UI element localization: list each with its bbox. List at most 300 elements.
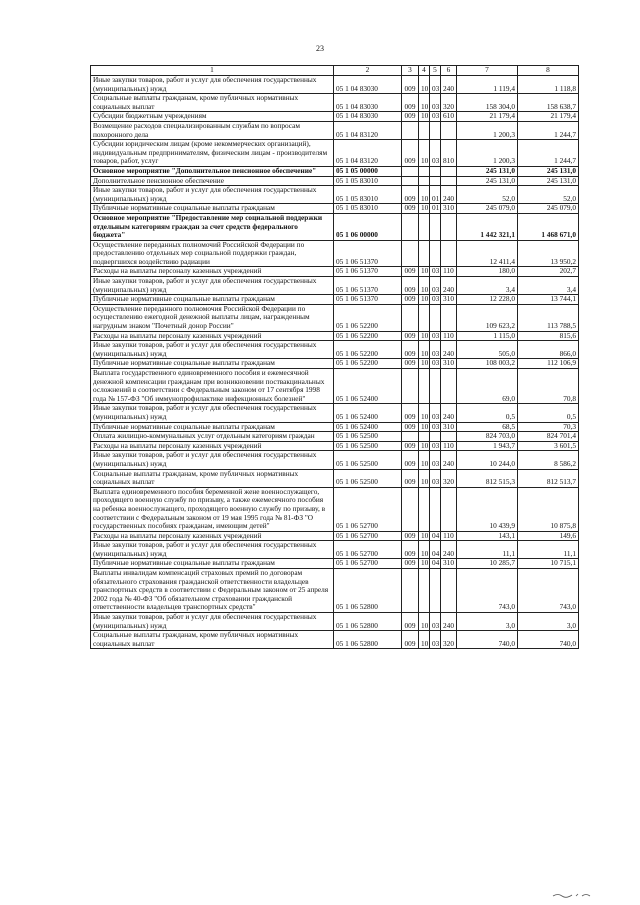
expense-type-cell: 240 bbox=[441, 404, 457, 422]
row-name-cell: Расходы на выплаты персоналу казенных учреждений bbox=[91, 331, 334, 341]
subsection-cell: 04 bbox=[430, 541, 441, 559]
table-row bbox=[91, 569, 579, 613]
expense-type-cell: 240 bbox=[441, 76, 457, 94]
row-name-cell: Выплата единовременного пособия беременной жене военнослужащего, проходящего военную службу по призыву, а также ежемесячного пособия на ребенка военнослужащего, проходящего военную службу по призыву, в соответствии с Федеральным законом от 19 мая 1995 года № 81-ФЗ "О государственных пособиях гражданам, имеющим детей" bbox=[91, 487, 334, 531]
subsection-cell: 03 bbox=[430, 94, 441, 112]
subsection-cell: 03 bbox=[430, 422, 441, 432]
grbs-cell: 009 bbox=[402, 140, 419, 167]
grbs-cell: 009 bbox=[402, 531, 419, 541]
target-article-cell: 05 1 06 51370 bbox=[334, 277, 402, 295]
amount-year1-cell: 10 439,9 bbox=[457, 487, 518, 531]
target-article-cell: 05 1 06 52500 bbox=[334, 451, 402, 469]
grbs-cell: 009 bbox=[402, 559, 419, 569]
row-name-cell: Расходы на выплаты персоналу казенных учреждений bbox=[91, 441, 334, 451]
amount-year2-cell: 740,0 bbox=[518, 631, 579, 649]
header-cell: 5 bbox=[430, 66, 441, 76]
amount-year1-cell: 68,5 bbox=[457, 422, 518, 432]
grbs-cell: 009 bbox=[402, 277, 419, 295]
grbs-cell: 009 bbox=[402, 631, 419, 649]
row-name-cell: Основное мероприятие "Предоставление мер социальной поддержки отдельным категориям граждан за счет средств федерального бюджета" bbox=[91, 213, 334, 240]
table-row bbox=[91, 422, 579, 432]
row-name-cell: Субсидии бюджетным учреждениям bbox=[91, 112, 334, 122]
section-cell: 10 bbox=[419, 541, 430, 559]
target-article-cell: 05 1 06 52700 bbox=[334, 531, 402, 541]
expense-type-cell: 240 bbox=[441, 341, 457, 359]
expense-type-cell: 240 bbox=[441, 186, 457, 204]
target-article-cell: 05 1 06 51370 bbox=[334, 240, 402, 267]
table-row bbox=[91, 359, 579, 369]
section-cell bbox=[419, 304, 430, 331]
target-article-cell: 05 1 05 00000 bbox=[334, 166, 402, 176]
amount-year2-cell: 112 106,9 bbox=[518, 359, 579, 369]
expense-type-cell: 110 bbox=[441, 267, 457, 277]
subsection-cell bbox=[430, 487, 441, 531]
subsection-cell: 03 bbox=[430, 76, 441, 94]
amount-year1-cell: 245 131,0 bbox=[457, 176, 518, 186]
expense-type-cell: 110 bbox=[441, 531, 457, 541]
section-cell bbox=[419, 121, 430, 139]
amount-year2-cell: 743,0 bbox=[518, 569, 579, 613]
row-name-cell: Осуществление переданных полномочий Российской Федерации по предоставлению отдельных мер социальной поддержки граждан, подвергшихся воздействию радиации bbox=[91, 240, 334, 267]
amount-year2-cell: 11,1 bbox=[518, 541, 579, 559]
subsection-cell: 03 bbox=[430, 469, 441, 487]
section-cell: 10 bbox=[419, 469, 430, 487]
amount-year1-cell: 743,0 bbox=[457, 569, 518, 613]
grbs-cell: 009 bbox=[402, 94, 419, 112]
amount-year2-cell: 1 118,8 bbox=[518, 76, 579, 94]
expense-type-cell: 320 bbox=[441, 469, 457, 487]
table-row bbox=[91, 112, 579, 122]
target-article-cell: 05 1 06 52200 bbox=[334, 331, 402, 341]
subsection-cell: 03 bbox=[430, 359, 441, 369]
amount-year1-cell: 824 703,0 bbox=[457, 432, 518, 442]
subsection-cell bbox=[430, 121, 441, 139]
row-name-cell: Иные закупки товаров, работ и услуг для обеспечения государственных (муниципальных) нужд bbox=[91, 404, 334, 422]
table-row bbox=[91, 240, 579, 267]
table-row bbox=[91, 469, 579, 487]
amount-year1-cell: 812 515,3 bbox=[457, 469, 518, 487]
expense-type-cell: 240 bbox=[441, 277, 457, 295]
target-article-cell: 05 1 06 51370 bbox=[334, 267, 402, 277]
section-cell: 10 bbox=[419, 140, 430, 167]
grbs-cell: 009 bbox=[402, 204, 419, 214]
section-cell: 10 bbox=[419, 531, 430, 541]
target-article-cell: 05 1 06 52800 bbox=[334, 613, 402, 631]
expense-type-cell: 320 bbox=[441, 94, 457, 112]
expense-type-cell bbox=[441, 121, 457, 139]
table-row bbox=[91, 166, 579, 176]
row-name-cell: Субсидии юридическим лицам (кроме некоммерческих организаций), индивидуальным предпринимателям, физическим лицам - производителям товаров, работ, услуг bbox=[91, 140, 334, 167]
amount-year1-cell: 1 200,3 bbox=[457, 121, 518, 139]
header-cell: 2 bbox=[334, 66, 402, 76]
section-cell bbox=[419, 240, 430, 267]
grbs-cell: 009 bbox=[402, 112, 419, 122]
section-cell: 10 bbox=[419, 451, 430, 469]
row-name-cell: Дополнительное пенсионное обеспечение bbox=[91, 176, 334, 186]
amount-year1-cell: 143,1 bbox=[457, 531, 518, 541]
amount-year1-cell: 1 115,0 bbox=[457, 331, 518, 341]
subsection-cell: 03 bbox=[430, 441, 441, 451]
subsection-cell: 03 bbox=[430, 140, 441, 167]
target-article-cell: 05 1 04 83030 bbox=[334, 112, 402, 122]
table-row bbox=[91, 369, 579, 404]
section-cell: 10 bbox=[419, 331, 430, 341]
row-name-cell: Расходы на выплаты персоналу казенных учреждений bbox=[91, 531, 334, 541]
target-article-cell: 05 1 06 52500 bbox=[334, 469, 402, 487]
table-row bbox=[91, 559, 579, 569]
row-name-cell: Выплаты инвалидам компенсаций страховых премий по договорам обязательного страхования гражданской ответственности владельцев транспортных средств в соответствии с Федеральным законом от 25 апреля 2002 года № 40-ФЗ "Об обязательном страховании гражданской ответственности владельцев транспортных средств" bbox=[91, 569, 334, 613]
target-article-cell: 05 1 06 52200 bbox=[334, 341, 402, 359]
amount-year1-cell: 12 411,4 bbox=[457, 240, 518, 267]
grbs-cell bbox=[402, 176, 419, 186]
amount-year1-cell: 1 200,3 bbox=[457, 140, 518, 167]
grbs-cell bbox=[402, 487, 419, 531]
table-row bbox=[91, 176, 579, 186]
expense-type-cell: 310 bbox=[441, 559, 457, 569]
subsection-cell bbox=[430, 569, 441, 613]
table-row bbox=[91, 186, 579, 204]
subsection-cell: 04 bbox=[430, 559, 441, 569]
amount-year1-cell: 505,0 bbox=[457, 341, 518, 359]
section-cell: 10 bbox=[419, 359, 430, 369]
amount-year1-cell: 245 131,0 bbox=[457, 166, 518, 176]
row-name-cell: Выплата государственного единовременного пособия и ежемесячной денежной компенсации гражданам при возникновении поствакцинальных осложнений в соответствии с Федеральным законом от 17 сентября 1998 года № 157-ФЗ "Об иммунопрофилактике инфекционных болезней" bbox=[91, 369, 334, 404]
grbs-cell bbox=[402, 304, 419, 331]
budget-table bbox=[90, 65, 579, 649]
table-row bbox=[91, 94, 579, 112]
amount-year1-cell: 52,0 bbox=[457, 186, 518, 204]
section-cell: 10 bbox=[419, 186, 430, 204]
expense-type-cell bbox=[441, 213, 457, 240]
amount-year2-cell: 3,4 bbox=[518, 277, 579, 295]
table-body bbox=[91, 76, 579, 649]
amount-year2-cell: 70,8 bbox=[518, 369, 579, 404]
section-cell bbox=[419, 213, 430, 240]
amount-year2-cell: 13 950,2 bbox=[518, 240, 579, 267]
amount-year1-cell: 1 943,7 bbox=[457, 441, 518, 451]
section-cell bbox=[419, 176, 430, 186]
expense-type-cell bbox=[441, 432, 457, 442]
expense-type-cell: 320 bbox=[441, 631, 457, 649]
target-article-cell: 05 1 04 83120 bbox=[334, 121, 402, 139]
subsection-cell: 01 bbox=[430, 204, 441, 214]
expense-type-cell: 310 bbox=[441, 204, 457, 214]
section-cell: 10 bbox=[419, 341, 430, 359]
amount-year2-cell: 1 244,7 bbox=[518, 121, 579, 139]
table-row bbox=[91, 204, 579, 214]
expense-type-cell: 240 bbox=[441, 451, 457, 469]
amount-year1-cell: 0,5 bbox=[457, 404, 518, 422]
grbs-cell: 009 bbox=[402, 341, 419, 359]
expense-type-cell bbox=[441, 176, 457, 186]
subsection-cell bbox=[430, 240, 441, 267]
amount-year2-cell: 10 875,8 bbox=[518, 487, 579, 531]
table-row bbox=[91, 331, 579, 341]
table-row bbox=[91, 451, 579, 469]
target-article-cell: 05 1 06 52700 bbox=[334, 541, 402, 559]
target-article-cell: 05 1 06 00000 bbox=[334, 213, 402, 240]
table-row bbox=[91, 121, 579, 139]
amount-year2-cell: 70,3 bbox=[518, 422, 579, 432]
amount-year2-cell: 149,6 bbox=[518, 531, 579, 541]
subsection-cell bbox=[430, 166, 441, 176]
header-cell: 3 bbox=[402, 66, 419, 76]
row-name-cell: Оплата жилищно-коммунальных услуг отдельным категориям граждан bbox=[91, 432, 334, 442]
amount-year2-cell: 158 638,7 bbox=[518, 94, 579, 112]
row-name-cell: Социальные выплаты гражданам, кроме публичных нормативных социальных выплат bbox=[91, 94, 334, 112]
grbs-cell: 009 bbox=[402, 613, 419, 631]
table-row bbox=[91, 304, 579, 331]
grbs-cell: 009 bbox=[402, 441, 419, 451]
amount-year2-cell: 21 179,4 bbox=[518, 112, 579, 122]
header-cell: 7 bbox=[457, 66, 518, 76]
row-name-cell: Социальные выплаты гражданам, кроме публичных нормативных социальных выплат bbox=[91, 631, 334, 649]
amount-year1-cell: 12 228,0 bbox=[457, 295, 518, 305]
page-number: 23 bbox=[316, 44, 324, 53]
subsection-cell: 03 bbox=[430, 331, 441, 341]
table-row bbox=[91, 404, 579, 422]
subsection-cell: 04 bbox=[430, 531, 441, 541]
section-cell: 10 bbox=[419, 559, 430, 569]
amount-year2-cell: 113 788,5 bbox=[518, 304, 579, 331]
amount-year1-cell: 180,0 bbox=[457, 267, 518, 277]
expense-type-cell: 310 bbox=[441, 295, 457, 305]
row-name-cell: Основное мероприятие "Дополнительное пенсионное обеспечение" bbox=[91, 166, 334, 176]
grbs-cell bbox=[402, 432, 419, 442]
expense-type-cell: 240 bbox=[441, 613, 457, 631]
grbs-cell: 009 bbox=[402, 541, 419, 559]
table-row bbox=[91, 267, 579, 277]
grbs-cell bbox=[402, 213, 419, 240]
row-name-cell: Публичные нормативные социальные выплаты гражданам bbox=[91, 204, 334, 214]
amount-year1-cell: 1 119,4 bbox=[457, 76, 518, 94]
subsection-cell: 01 bbox=[430, 186, 441, 204]
grbs-cell: 009 bbox=[402, 267, 419, 277]
subsection-cell: 03 bbox=[430, 112, 441, 122]
amount-year2-cell: 245 131,0 bbox=[518, 176, 579, 186]
subsection-cell: 03 bbox=[430, 341, 441, 359]
section-cell bbox=[419, 569, 430, 613]
table-row bbox=[91, 631, 579, 649]
header-cell: 6 bbox=[441, 66, 457, 76]
row-name-cell: Осуществление переданного полномочия Российской Федерации по осуществлению ежегодной денежной выплаты лицам, награжденным нагрудным знаком "Почетный донор России" bbox=[91, 304, 334, 331]
target-article-cell: 05 1 06 52500 bbox=[334, 441, 402, 451]
target-article-cell: 05 1 06 51370 bbox=[334, 295, 402, 305]
table-row bbox=[91, 213, 579, 240]
amount-year2-cell: 245 079,0 bbox=[518, 204, 579, 214]
row-name-cell: Возмещение расходов специализированным службам по вопросам похоронного дела bbox=[91, 121, 334, 139]
section-cell: 10 bbox=[419, 613, 430, 631]
expense-type-cell bbox=[441, 304, 457, 331]
grbs-cell bbox=[402, 369, 419, 404]
header-cell: 4 bbox=[419, 66, 430, 76]
target-article-cell: 05 1 06 52400 bbox=[334, 404, 402, 422]
section-cell: 10 bbox=[419, 204, 430, 214]
target-article-cell: 05 1 06 52400 bbox=[334, 422, 402, 432]
amount-year2-cell: 812 513,7 bbox=[518, 469, 579, 487]
row-name-cell: Публичные нормативные социальные выплаты гражданам bbox=[91, 422, 334, 432]
target-article-cell: 05 1 04 83120 bbox=[334, 140, 402, 167]
expense-type-cell: 240 bbox=[441, 541, 457, 559]
section-cell: 10 bbox=[419, 422, 430, 432]
section-cell: 10 bbox=[419, 441, 430, 451]
amount-year2-cell: 824 701,4 bbox=[518, 432, 579, 442]
subsection-cell: 03 bbox=[430, 267, 441, 277]
section-cell bbox=[419, 166, 430, 176]
grbs-cell: 009 bbox=[402, 404, 419, 422]
expense-type-cell: 110 bbox=[441, 441, 457, 451]
grbs-cell: 009 bbox=[402, 469, 419, 487]
amount-year1-cell: 11,1 bbox=[457, 541, 518, 559]
grbs-cell: 009 bbox=[402, 76, 419, 94]
row-name-cell: Иные закупки товаров, работ и услуг для обеспечения государственных (муниципальных) нужд bbox=[91, 186, 334, 204]
target-article-cell: 05 1 05 83010 bbox=[334, 176, 402, 186]
amount-year1-cell: 108 003,2 bbox=[457, 359, 518, 369]
table-row bbox=[91, 76, 579, 94]
amount-year2-cell: 1 468 671,0 bbox=[518, 213, 579, 240]
row-name-cell: Иные закупки товаров, работ и услуг для обеспечения государственных (муниципальных) нужд bbox=[91, 277, 334, 295]
target-article-cell: 05 1 06 52200 bbox=[334, 359, 402, 369]
grbs-cell: 009 bbox=[402, 295, 419, 305]
table-row bbox=[91, 541, 579, 559]
subsection-cell: 03 bbox=[430, 404, 441, 422]
target-article-cell: 05 1 05 83010 bbox=[334, 186, 402, 204]
expense-type-cell bbox=[441, 166, 457, 176]
table-row bbox=[91, 613, 579, 631]
subsection-cell bbox=[430, 213, 441, 240]
grbs-cell: 009 bbox=[402, 422, 419, 432]
table-row bbox=[91, 295, 579, 305]
handwritten-mark-icon bbox=[552, 892, 592, 898]
amount-year2-cell: 8 586,2 bbox=[518, 451, 579, 469]
subsection-cell: 03 bbox=[430, 613, 441, 631]
subsection-cell: 03 bbox=[430, 277, 441, 295]
subsection-cell bbox=[430, 369, 441, 404]
amount-year1-cell: 3,4 bbox=[457, 277, 518, 295]
row-name-cell: Публичные нормативные социальные выплаты гражданам bbox=[91, 559, 334, 569]
subsection-cell bbox=[430, 176, 441, 186]
header-row bbox=[91, 66, 579, 76]
target-article-cell: 05 1 04 83030 bbox=[334, 94, 402, 112]
subsection-cell bbox=[430, 304, 441, 331]
table-row bbox=[91, 140, 579, 167]
expense-type-cell bbox=[441, 369, 457, 404]
grbs-cell: 009 bbox=[402, 359, 419, 369]
amount-year1-cell: 109 623,2 bbox=[457, 304, 518, 331]
amount-year2-cell: 0,5 bbox=[518, 404, 579, 422]
section-cell bbox=[419, 369, 430, 404]
section-cell: 10 bbox=[419, 94, 430, 112]
header-cell: 8 bbox=[518, 66, 579, 76]
row-name-cell: Публичные нормативные социальные выплаты гражданам bbox=[91, 359, 334, 369]
subsection-cell: 03 bbox=[430, 451, 441, 469]
grbs-cell bbox=[402, 240, 419, 267]
expense-type-cell bbox=[441, 569, 457, 613]
header-cell: 1 bbox=[91, 66, 334, 76]
table-row bbox=[91, 277, 579, 295]
expense-type-cell: 610 bbox=[441, 112, 457, 122]
target-article-cell: 05 1 06 52400 bbox=[334, 369, 402, 404]
grbs-cell: 009 bbox=[402, 331, 419, 341]
section-cell: 10 bbox=[419, 277, 430, 295]
target-article-cell: 05 1 06 52700 bbox=[334, 559, 402, 569]
row-name-cell: Социальные выплаты гражданам, кроме публичных нормативных социальных выплат bbox=[91, 469, 334, 487]
section-cell: 10 bbox=[419, 267, 430, 277]
section-cell bbox=[419, 432, 430, 442]
amount-year2-cell: 52,0 bbox=[518, 186, 579, 204]
amount-year2-cell: 1 244,7 bbox=[518, 140, 579, 167]
amount-year1-cell: 10 285,7 bbox=[457, 559, 518, 569]
amount-year1-cell: 740,0 bbox=[457, 631, 518, 649]
table-row bbox=[91, 531, 579, 541]
amount-year1-cell: 158 304,0 bbox=[457, 94, 518, 112]
section-cell bbox=[419, 487, 430, 531]
amount-year2-cell: 815,6 bbox=[518, 331, 579, 341]
amount-year1-cell: 1 442 321,1 bbox=[457, 213, 518, 240]
grbs-cell: 009 bbox=[402, 186, 419, 204]
amount-year1-cell: 21 179,4 bbox=[457, 112, 518, 122]
amount-year1-cell: 245 079,0 bbox=[457, 204, 518, 214]
amount-year2-cell: 866,0 bbox=[518, 341, 579, 359]
section-cell: 10 bbox=[419, 404, 430, 422]
target-article-cell: 05 1 06 52800 bbox=[334, 631, 402, 649]
row-name-cell: Расходы на выплаты персоналу казенных учреждений bbox=[91, 267, 334, 277]
amount-year2-cell: 245 131,0 bbox=[518, 166, 579, 176]
amount-year1-cell: 3,0 bbox=[457, 613, 518, 631]
amount-year2-cell: 3,0 bbox=[518, 613, 579, 631]
subsection-cell bbox=[430, 432, 441, 442]
amount-year1-cell: 69,0 bbox=[457, 369, 518, 404]
row-name-cell: Иные закупки товаров, работ и услуг для обеспечения государственных (муниципальных) нужд bbox=[91, 341, 334, 359]
target-article-cell: 05 1 06 52200 bbox=[334, 304, 402, 331]
target-article-cell: 05 1 06 52700 bbox=[334, 487, 402, 531]
row-name-cell: Иные закупки товаров, работ и услуг для обеспечения государственных (муниципальных) нужд bbox=[91, 613, 334, 631]
target-article-cell: 05 1 06 52500 bbox=[334, 432, 402, 442]
table-row bbox=[91, 341, 579, 359]
grbs-cell: 009 bbox=[402, 451, 419, 469]
table-row bbox=[91, 432, 579, 442]
target-article-cell: 05 1 04 83030 bbox=[334, 76, 402, 94]
row-name-cell: Иные закупки товаров, работ и услуг для обеспечения государственных (муниципальных) нужд bbox=[91, 451, 334, 469]
amount-year2-cell: 10 715,1 bbox=[518, 559, 579, 569]
table-row bbox=[91, 487, 579, 531]
amount-year1-cell: 10 244,0 bbox=[457, 451, 518, 469]
section-cell: 10 bbox=[419, 631, 430, 649]
expense-type-cell: 110 bbox=[441, 331, 457, 341]
amount-year2-cell: 13 744,1 bbox=[518, 295, 579, 305]
row-name-cell: Публичные нормативные социальные выплаты гражданам bbox=[91, 295, 334, 305]
section-cell: 10 bbox=[419, 76, 430, 94]
subsection-cell: 03 bbox=[430, 295, 441, 305]
expense-type-cell: 810 bbox=[441, 140, 457, 167]
subsection-cell: 03 bbox=[430, 631, 441, 649]
amount-year2-cell: 202,7 bbox=[518, 267, 579, 277]
section-cell: 10 bbox=[419, 295, 430, 305]
expense-type-cell bbox=[441, 487, 457, 531]
expense-type-cell: 310 bbox=[441, 422, 457, 432]
target-article-cell: 05 1 05 83010 bbox=[334, 204, 402, 214]
row-name-cell: Иные закупки товаров, работ и услуг для обеспечения государственных (муниципальных) нужд bbox=[91, 76, 334, 94]
amount-year2-cell: 3 601,5 bbox=[518, 441, 579, 451]
row-name-cell: Иные закупки товаров, работ и услуг для обеспечения государственных (муниципальных) нужд bbox=[91, 541, 334, 559]
table-row bbox=[91, 441, 579, 451]
target-article-cell: 05 1 06 52800 bbox=[334, 569, 402, 613]
grbs-cell bbox=[402, 569, 419, 613]
expense-type-cell bbox=[441, 240, 457, 267]
section-cell: 10 bbox=[419, 112, 430, 122]
grbs-cell bbox=[402, 121, 419, 139]
grbs-cell bbox=[402, 166, 419, 176]
